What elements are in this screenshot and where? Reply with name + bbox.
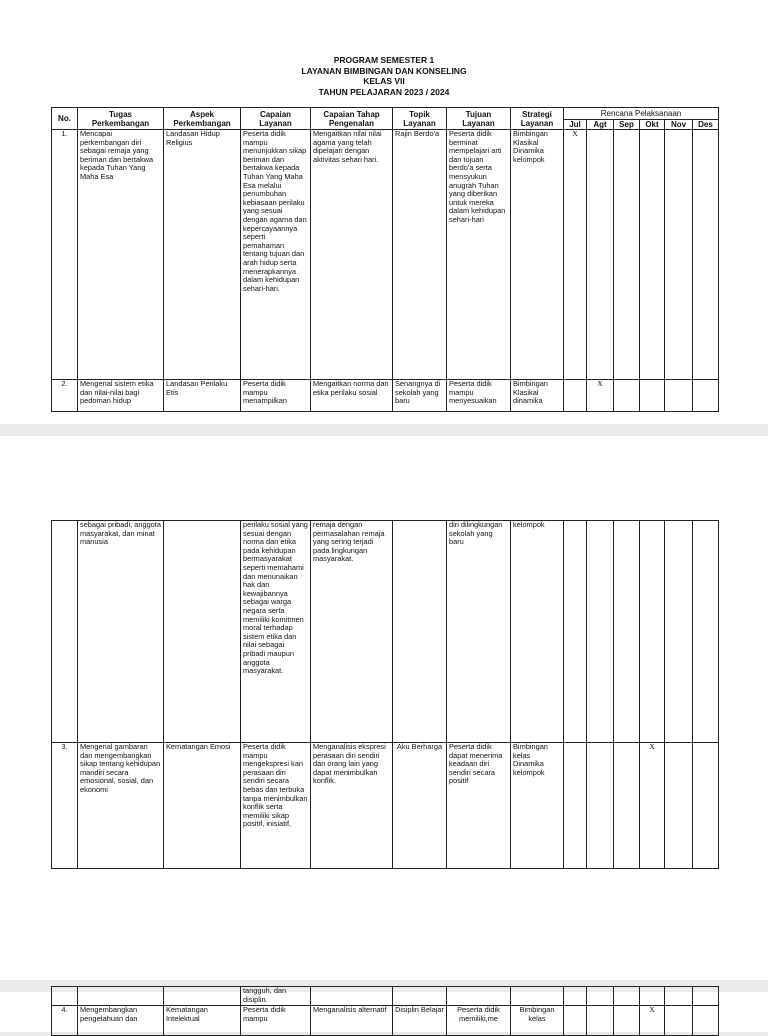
table-row [52, 130, 719, 380]
table-row [52, 1006, 719, 1036]
cell-tugas: Mengembangkan pengetahuan dan [78, 1006, 164, 1036]
col-header-tahap: Capaian Tahap Pengenalan [311, 108, 393, 130]
cell-tahap: remaja dengan permasalahan remaja yang sering terjadi pada lingkungan masyarakat. [311, 521, 393, 743]
month-cell [693, 130, 719, 380]
cell-aspek: Landasan Perilaku Etis [164, 380, 241, 412]
month-cell [564, 987, 587, 1006]
month-cell [665, 380, 693, 412]
col-header-capaian: Capaian Layanan [241, 108, 311, 130]
month-cell [587, 987, 614, 1006]
month-cell [587, 1006, 614, 1036]
month-cell [665, 987, 693, 1006]
month-header-agt: Agt [587, 120, 614, 130]
month-cell [614, 987, 640, 1006]
cell-capaian: Peserta didik mampu menunjukkan sikap beriman dan bertakwa kepada Tuhan Yang Maha Esa melalui penumbuhan kebiasaan perilaku yang sesuai dengan agama dan kepercayaannya seperti pemahaman tentang tujuan dan arah hidup serta menerapkannya dalam kehidupan sehari-hari. [241, 130, 311, 380]
cell-tugas: sebagai pribadi, anggota masyarakat, dan minat manusia [78, 521, 164, 743]
month-cell [665, 743, 693, 869]
program-table [51, 107, 719, 412]
cell-tahap [311, 987, 393, 1006]
col-header-rencana: Rencana Pelaksanaan [564, 108, 719, 120]
month-cell [693, 987, 719, 1006]
cell-strategi: Bimbingan Klasikal dinamika [511, 380, 564, 412]
col-header-aspek: Aspek Perkembangan [164, 108, 241, 130]
month-cell [614, 743, 640, 869]
mark-agt: X [587, 380, 614, 412]
cell-tujuan: Peserta didik dapat menerima keadaan diri sendiri secara positif [447, 743, 511, 869]
cell-topik: Aku Berharga [393, 743, 447, 869]
cell-capaian: tangguh, dan disiplin. [241, 987, 311, 1006]
header-line-2: LAYANAN BIMBINGAN DAN KONSELING [301, 65, 467, 76]
month-cell [614, 130, 640, 380]
cell-tujuan: Peserta didik mampu menyesuaikan [447, 380, 511, 412]
cell-tujuan: Peserta didik memiliki,me [447, 1006, 511, 1036]
table-row [52, 380, 719, 412]
month-cell [587, 130, 614, 380]
cell-tujuan [447, 987, 511, 1006]
cell-aspek [164, 521, 241, 743]
cell-tahap: Mengaitkan norma dan etika perilaku sosial [311, 380, 393, 412]
table-row [52, 987, 719, 1006]
cell-tujuan: diri dilingkungan sekolah yang baru [447, 521, 511, 743]
cell-capaian: Peserta didik mampu mengekspresi kan perasaan diri sendiri secara bebas dan terbuka tanpa menimbulkan konflik serta memiliki sikap positif, inisiatif, [241, 743, 311, 869]
mark-okt: X [640, 1006, 665, 1036]
cell-aspek: Landasan Hidup Religius [164, 130, 241, 380]
cell-capaian: Peserta didik mampu [241, 1006, 311, 1036]
month-cell [640, 987, 665, 1006]
month-cell [614, 521, 640, 743]
document-header [0, 55, 768, 97]
cell-topik: Disiplin Belajar [393, 1006, 447, 1036]
row-number: 1. [52, 130, 78, 380]
cell-topik: Rajin Berdo'a [393, 130, 447, 380]
month-cell [614, 1006, 640, 1036]
month-cell [564, 380, 587, 412]
month-header-nov: Nov [665, 120, 693, 130]
cell-tugas: Mencapai perkembangan diri sebagai remaja yang beriman dan bertakwa kepada Tuhan Yang Maha Esa [78, 130, 164, 380]
cell-tugas [78, 987, 164, 1006]
mark-okt: X [640, 743, 665, 869]
table-row [52, 521, 719, 743]
row-number: 4. [52, 1006, 78, 1036]
col-header-strategi: Strategi Layanan [511, 108, 564, 130]
cell-tahap: Menganalisis alternatif [311, 1006, 393, 1036]
cell-aspek: Kematangan Intelektual [164, 1006, 241, 1036]
mark-jul: X [564, 130, 587, 380]
month-cell [587, 521, 614, 743]
cell-tugas: Mengenal gambaran dan mengembangkan sikap tentang kehidupan mandiri secara emosional, sosial, dan ekonomi [78, 743, 164, 869]
month-header-jul: Jul [564, 120, 587, 130]
program-table-continued-2 [51, 986, 719, 1036]
col-header-no: No. [52, 108, 78, 130]
month-header-des: Des [693, 120, 719, 130]
cell-strategi: Bimbingan kelas Dinamika kelompok [511, 743, 564, 869]
row-number: 2. [52, 380, 78, 412]
program-table-continued [51, 520, 719, 869]
cell-tahap: Menganalisis ekspresi perasaan diri sendiri dan orang lain yang dapat menimbulkan konflik. [311, 743, 393, 869]
document-page-1 [0, 0, 768, 424]
month-cell [640, 130, 665, 380]
month-cell [693, 521, 719, 743]
month-cell [640, 380, 665, 412]
month-cell [614, 380, 640, 412]
col-header-tugas: Tugas Perkembangan [78, 108, 164, 130]
month-cell [665, 130, 693, 380]
col-header-topik: Topik Layanan [393, 108, 447, 130]
cell-strategi: Bimbingan Klasikal Dinamika kelompok [511, 130, 564, 380]
col-header-tujuan: Tujuan Layanan [447, 108, 511, 130]
cell-capaian: Peserta didik mampu menampilkan [241, 380, 311, 412]
month-cell [640, 521, 665, 743]
header-line-3: KELAS VII [363, 76, 405, 86]
cell-topik [393, 987, 447, 1006]
row-number: 3. [52, 743, 78, 869]
row-number [52, 987, 78, 1006]
month-header-sep: Sep [614, 120, 640, 130]
month-cell [587, 743, 614, 869]
month-cell [693, 1006, 719, 1036]
cell-tahap: Mengaitkan nilai nilai agama yang telah dipelajari dengan aktivitas sehari hari. [311, 130, 393, 380]
month-cell [665, 1006, 693, 1036]
header-line-4: TAHUN PELAJARAN 2023 / 2024 [318, 86, 450, 97]
month-cell [564, 743, 587, 869]
month-header-okt: Okt [640, 120, 665, 130]
cell-strategi: Bimbingan kelas [511, 1006, 564, 1036]
month-cell [693, 743, 719, 869]
cell-aspek: Kematangan Emosi [164, 743, 241, 869]
row-number [52, 521, 78, 743]
month-cell [665, 521, 693, 743]
cell-tugas: Mengenal sistem etika dan nilai-nilai bagi pedoman hidup [78, 380, 164, 412]
cell-capaian: perilaku sosial yang sesuai dengan norma dan etika pada kehidupan bermasyarakat seperti memahami dan menunaikan hak dan kewajibannya sebagai warga negara serta memiliki komitmen moral terhadap sistem etika dan nilai sebagai pribadi maupun anggota masyarakat. [241, 521, 311, 743]
header-line-1: PROGRAM SEMESTER 1 [333, 55, 435, 65]
cell-strategi: kelompok [511, 521, 564, 743]
cell-topik [393, 521, 447, 743]
cell-topik: Senangnya di sekolah yang baru [393, 380, 447, 412]
month-cell [693, 380, 719, 412]
cell-aspek [164, 987, 241, 1006]
cell-strategi [511, 987, 564, 1006]
cell-tujuan: Peserta didik berminat mempelajari arti dan tujuan berdo'a serta mensyukuri anugrah Tuhan yang diberikan untuk mereka dalam kehidupan sehari-hari [447, 130, 511, 380]
month-cell [564, 521, 587, 743]
month-cell [564, 1006, 587, 1036]
table-row [52, 743, 719, 869]
